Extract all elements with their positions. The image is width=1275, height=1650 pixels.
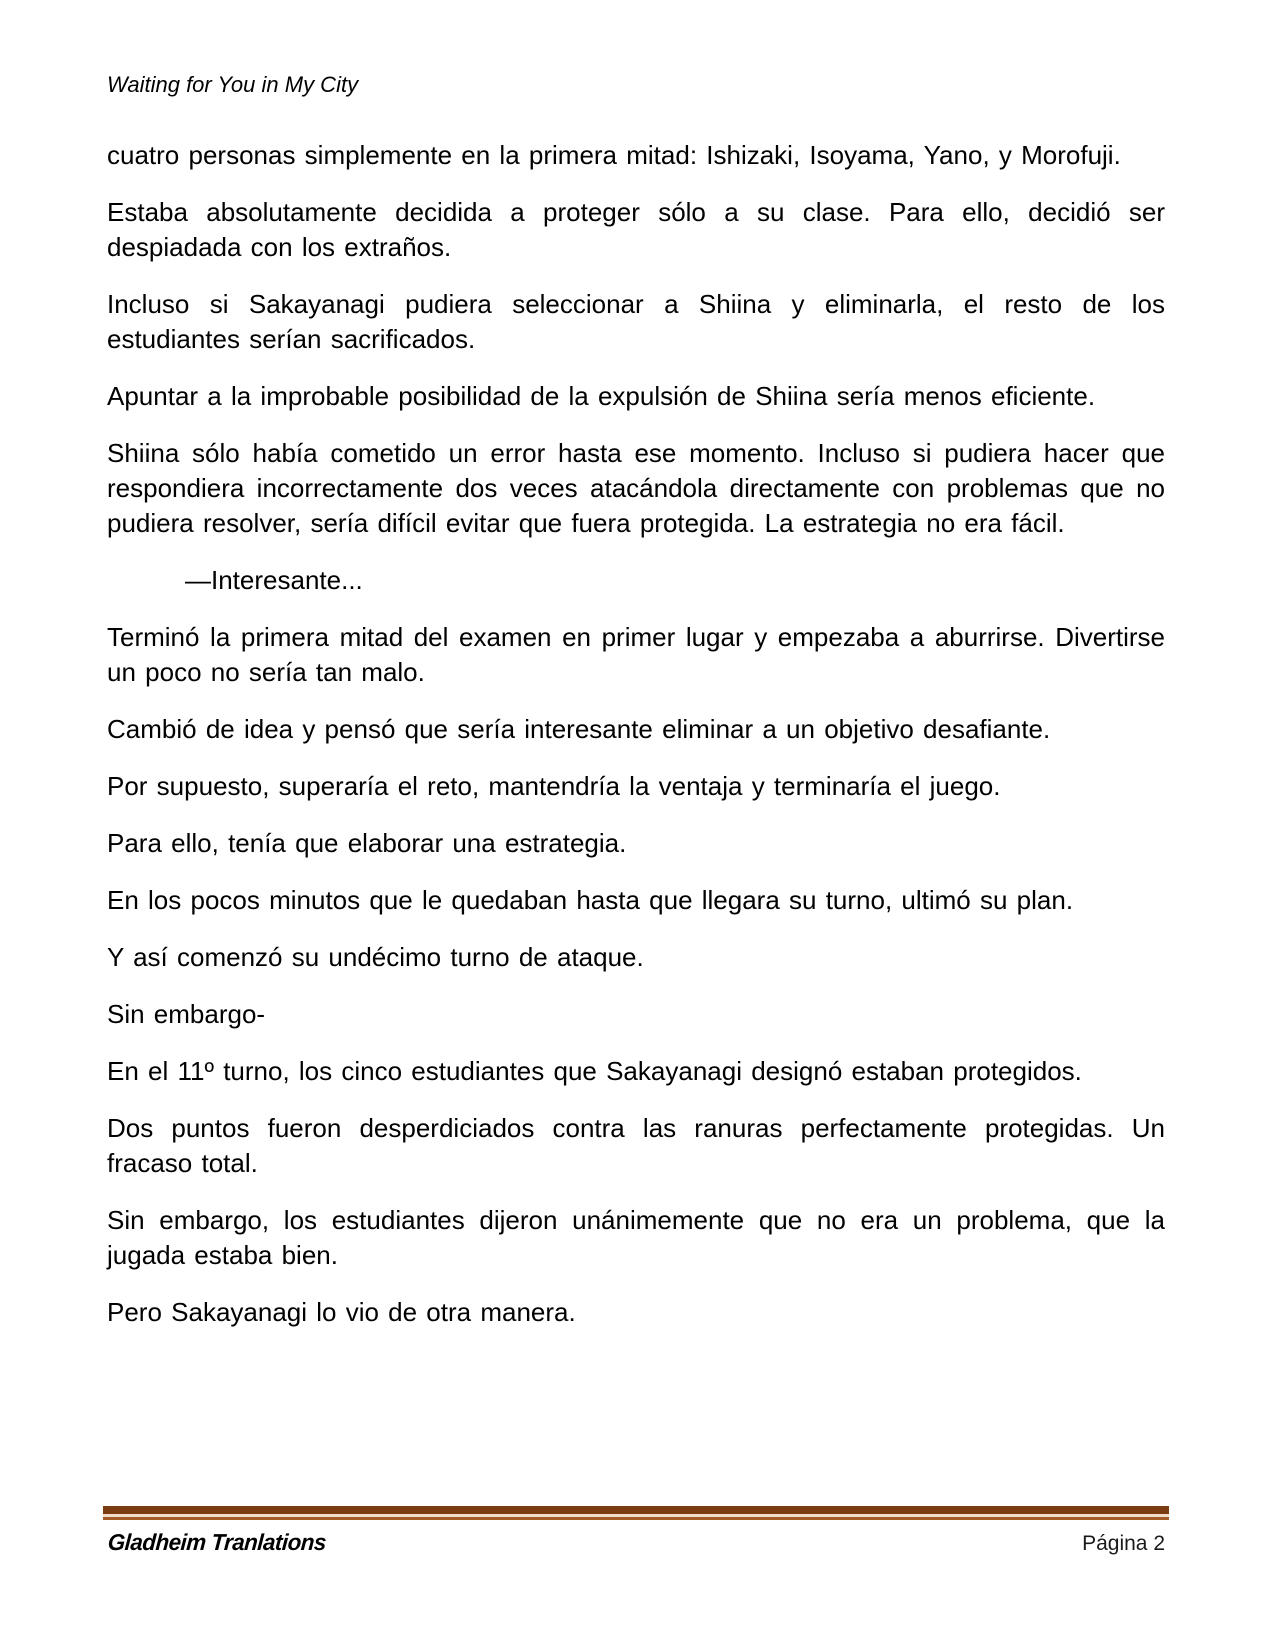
footer-rule-thick [103,1506,1169,1514]
paragraph: En los pocos minutos que le quedaban hasta que llegara su turno, ultimó su plan. [107,885,1074,915]
paragraph: En el 11º turno, los cinco estudiantes que Sakayanagi designó estaban protegidos. [107,1056,1082,1086]
page-number: Página 2 [1082,1532,1165,1555]
translator-credit: Gladheim Tranlations [107,1529,327,1555]
paragraph: Estaba absolutamente decidida a proteger sólo a su clase. Para ello, decidió ser despiadada con los extraños. [107,197,1165,262]
paragraph: —Interesante... [185,565,363,595]
paragraph: Cambió de idea y pensó que sería interesante eliminar a un objetivo desafiante. [107,714,1051,744]
footer-rule-thin [103,1517,1169,1520]
paragraph: Incluso si Sakayanagi pudiera seleccionar a Shiina y eliminarla, el resto de los estudiantes serían sacrificados. [107,289,1165,354]
paragraph: Shiina sólo había cometido un error hasta ese momento. Incluso si pudiera hacer que respondiera incorrectamente dos veces atacándola directamente con problemas que no pudiera resolver, sería difícil evitar que fuera protegida. La estrategia no era fácil. [107,438,1165,538]
running-header-title: Waiting for You in My City [107,72,359,97]
paragraph: Dos puntos fueron desperdiciados contra las ranuras perfectamente protegidas. Un fracaso total. [107,1113,1165,1178]
paragraph: Para ello, tenía que elaborar una estrategia. [107,828,627,858]
paragraph: Y así comenzó su undécimo turno de ataque. [107,942,644,972]
paragraph: Sin embargo, los estudiantes dijeron unánimemente que no era un problema, que la jugada estaba bien. [107,1205,1165,1270]
page-footer [103,1506,1169,1556]
paragraph: Terminó la primera mitad del examen en primer lugar y empezaba a aburrirse. Divertirse un poco no sería tan malo. [107,622,1165,687]
document-body [107,138,1165,1352]
footer-row [103,1529,1169,1556]
paragraph: cuatro personas simplemente en la primera mitad: Ishizaki, Isoyama, Yano, y Morofuji. [107,140,1121,170]
paragraph: Apuntar a la improbable posibilidad de la expulsión de Shiina sería menos eficiente. [107,381,1096,411]
paragraph: Sin embargo- [107,999,266,1029]
paragraph: Por supuesto, superaría el reto, mantendría la ventaja y terminaría el juego. [107,771,1001,801]
paragraph: Pero Sakayanagi lo vio de otra manera. [107,1297,576,1327]
